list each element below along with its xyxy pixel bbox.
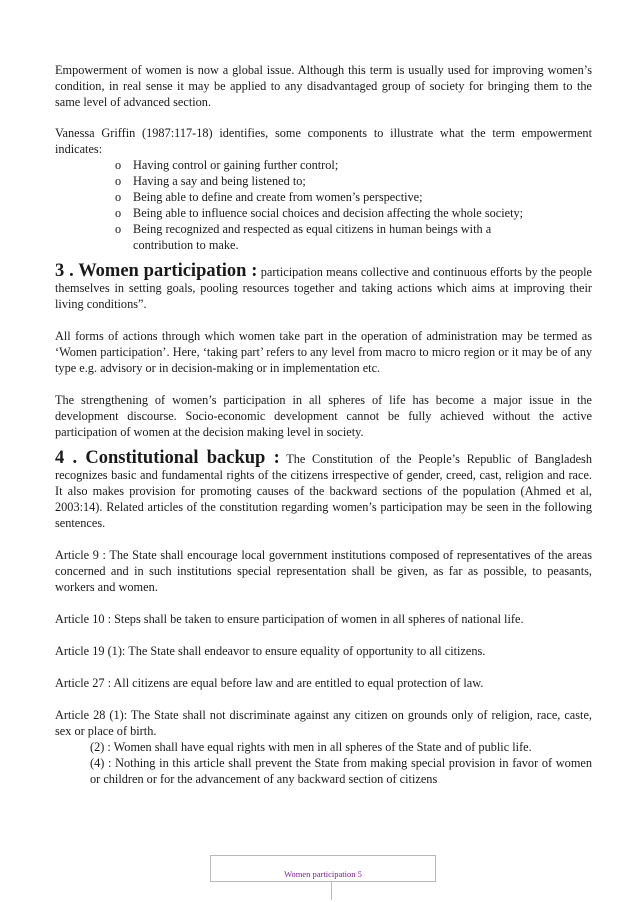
page-footer <box>210 855 436 882</box>
section-4-lead: The Constitution of the People’s Republic of Bangladesh recognizes basic and fundamental rights of the citizens irrespective of gender, creed, cast, religion and race. It also makes provision for promoting causes of the backward sections of the population (Ahmed et al, 2003:14). Related articles of the constitution regarding women’s participation may be seen in the following sentences. <box>55 452 592 530</box>
section-4-heading: 4 . Constitutional backup : <box>55 448 280 468</box>
article-19: Article 19 (1): The State shall endeavor to ensure equality of opportunity to all citizens. <box>55 644 486 658</box>
list-item: o Having a say and being listened to; <box>115 174 306 188</box>
list-item: o Being able to define and create from women’s perspective; <box>115 190 423 204</box>
article-10: Article 10 : Steps shall be taken to ensure participation of women in all spheres of national life. <box>55 612 524 626</box>
article-28-1: Article 28 (1): The State shall not discriminate against any citizen on grounds only of religion, race, caste, sex or place of birth. <box>55 708 592 738</box>
article-9: Article 9 : The State shall encourage local government institutions composed of representatives of the areas concerned and in such institutions special representation shall be given, as far as possible, to peasants, workers and women. <box>55 548 592 594</box>
list-item: o Having control or gaining further control; <box>115 158 339 172</box>
bullet-marker: o <box>115 190 122 204</box>
list-item: o Being recognized and respected as equal citizens in human beings with a contribution to make. <box>115 222 492 252</box>
page-content <box>55 62 592 787</box>
section-4-paragraph <box>55 450 592 531</box>
bullet-marker: o <box>115 206 122 220</box>
section-3-para-1: All forms of actions through which women take part in the operation of administration may be termed as ‘Women participation’. Here, ‘taking part’ refers to any level from macro to micro region or it may be of any type e.g. advisory or in decision-making or in implementation etc. <box>55 329 592 375</box>
bullet-marker: o <box>115 174 122 188</box>
list-item: o Being able to influence social choices and decision affecting the whole society; <box>115 206 524 220</box>
section-3-para-2: The strengthening of women’s participation in all spheres of life has become a major issue in the development discourse. Socio-economic development cannot be fully achieved without the active participation of women at the decision making level in society. <box>55 393 592 439</box>
section-3-lead: participation means collective and continuous efforts by the people themselves in setting goals, pooling resources together and taking actions which aims at improving their living conditions”. <box>55 265 593 311</box>
section-3-paragraph <box>55 263 592 312</box>
empowerment-list <box>55 157 592 253</box>
article-28-4: (4) : Nothing in this article shall prevent the State from making special provision in favor of women or children or for the advancement of any backward section of citizens <box>90 756 592 786</box>
section-3-heading: 3 . Women participation : <box>55 261 258 281</box>
bullet-marker: o <box>115 158 122 172</box>
article-28-2: (2) : Women shall have equal rights with men in all spheres of the State and of public life. <box>90 740 532 754</box>
article-27: Article 27 : All citizens are equal before law and are entitled to equal protection of law. <box>55 676 484 690</box>
griffin-paragraph: Vanessa Griffin (1987:117-18) identifies, some components to illustrate what the term empowerment indicates: <box>55 126 592 156</box>
intro-paragraph: Empowerment of women is now a global issue. Although this term is usually used for improving women’s condition, in real sense it may be applied to any disadvantaged group of society for bringing them to the same level of advanced section. <box>55 63 592 109</box>
bullet-marker: o <box>115 222 122 236</box>
footer-label: Women participation 5 <box>284 869 362 879</box>
footer-divider <box>331 882 332 900</box>
